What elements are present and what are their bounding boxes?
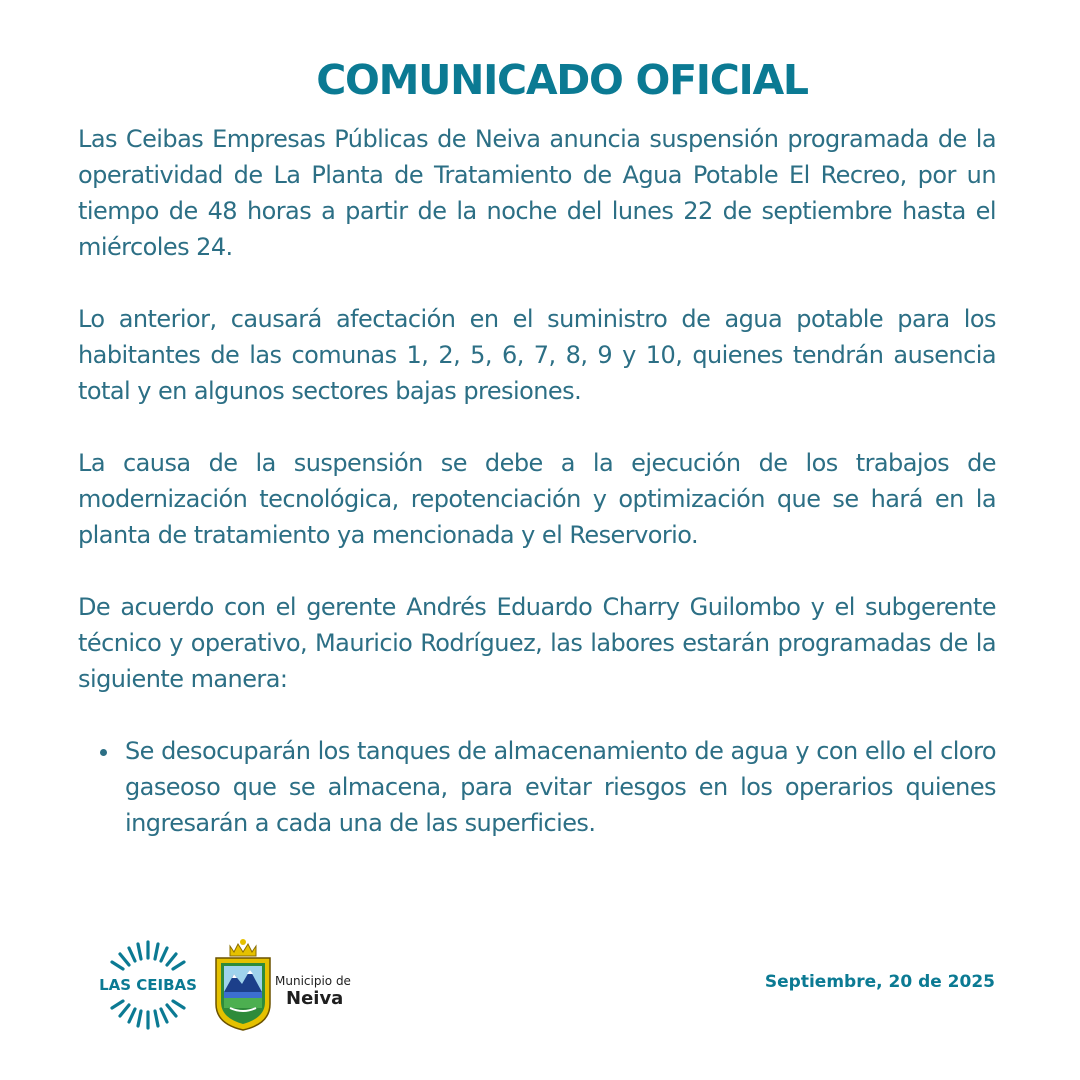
ceibas-logo-text: LAS CEIBAS [99,976,197,994]
schedule-list [78,733,996,841]
paragraph-schedule-intro: De acuerdo con el gerente Andrés Eduardo Charry Guilombo y el subgerente técnico y operativo, Mauricio Rodríguez, las labores estarán programadas de la siguiente manera: [78,593,996,693]
paragraph-impact: Lo anterior, causará afectación en el suministro de agua potable para los habitantes de las comunas 1, 2, 5, 6, 7, 8, 9 y 10, quienes tendrán ausencia total y en algunos sectores bajas presiones. [78,305,996,405]
page-title: COMUNICADO OFICIAL [316,56,808,104]
neiva-shield-icon [212,938,274,1032]
list-item: Se desocuparán los tanques de almacenamiento de agua y con ello el cloro gaseoso que se almacena, para evitar riesgos en los operarios quienes ingresarán a cada una de las superficies. [125,733,996,841]
neiva-label: Neiva [286,988,344,1009]
paragraph-announcement: Las Ceibas Empresas Públicas de Neiva anuncia suspensión programada de la operatividad de La Planta de Tratamiento de Agua Potable El Recreo, por un tiempo de 48 horas a partir de la noche del lunes 22 de septiembre hasta el miércoles 24. [78,125,996,261]
ceibas-sunburst-icon [92,938,204,1032]
communique-date: Septiembre, 20 de 2025 [764,972,995,992]
las-ceibas-logo [92,938,204,1032]
municipio-neiva-logo [212,938,362,1034]
municipio-label: Municipio de [275,974,351,988]
communique-body [78,121,996,841]
paragraph-cause: La causa de la suspensión se debe a la ejecución de los trabajos de modernización tecnológica, repotenciación y optimización que se hará en la planta de tratamiento ya mencionada y el Reservorio. [78,449,996,549]
